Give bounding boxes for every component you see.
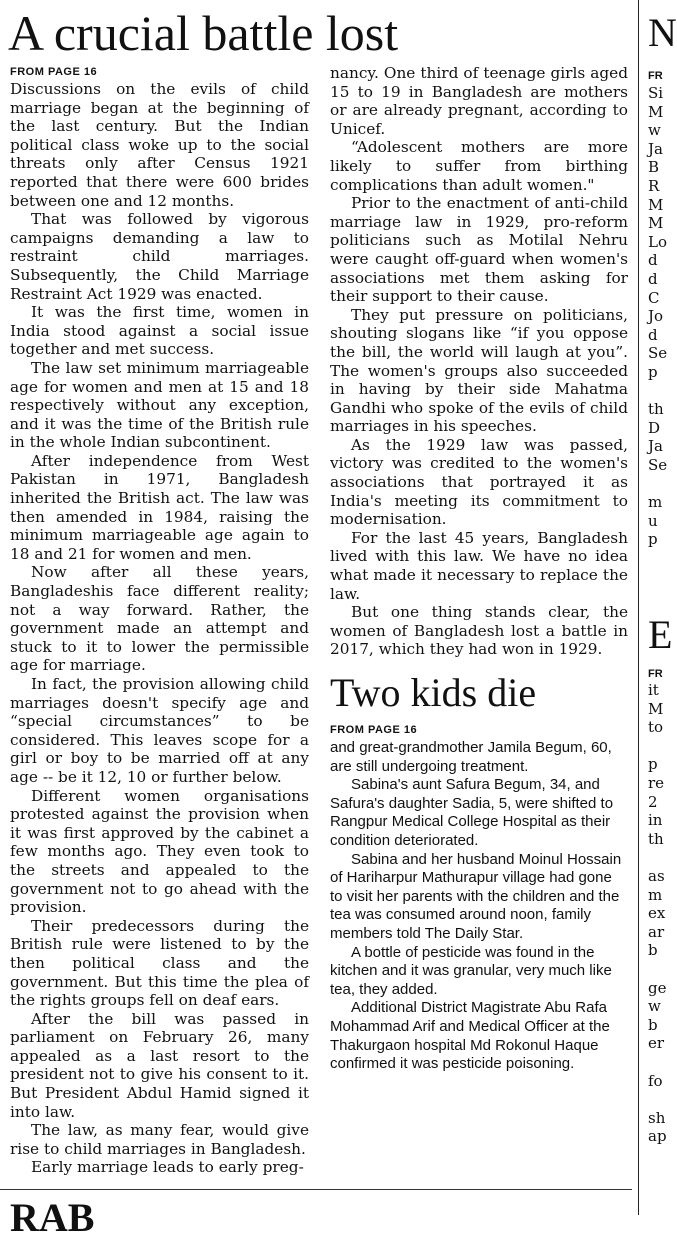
edge-line: w [648, 997, 661, 1016]
edge-line: ex [648, 904, 666, 923]
paragraph: Prior to the enactment of anti-child marriage law in 1929, pro-reform politicians such as Motilal Nehru were caught off-guard when women's associations met them asking for their support to their cause. [330, 194, 628, 306]
paragraph: That was followed by vigorous campaigns demanding a law to restraint child marriages. Subsequently, the Child Marriage Restraint Act 1929 was enacted. [10, 210, 309, 303]
edge-line: p [648, 363, 658, 381]
edge-line: C [648, 288, 660, 307]
paragraph: For the last 45 years, Bangladesh lived with this law. We have no idea what made it necessary to replace the law. [330, 528, 628, 603]
edge-line: Si [648, 84, 664, 102]
edge-line: d [648, 251, 658, 270]
story-column-2 [330, 64, 628, 660]
edge-headline-1: N [648, 10, 677, 55]
edge-line: th [648, 829, 664, 848]
paragraph: The law, as many fear, would give rise to child marriages in Bangladesh. [10, 1121, 309, 1158]
paragraph: Early marriage leads to early preg- [31, 1158, 304, 1177]
edge-line: re [648, 774, 665, 792]
edge-line: m [648, 493, 663, 512]
paragraph: In fact, the provision allowing child marriages doesn't specify age and “special circumstances” to be considered. This leaves scope for a girl or boy to be married off at any age -- be it 12, 10 or further below. [10, 675, 309, 786]
edge-line: d [648, 270, 658, 288]
edge-line: R [648, 177, 660, 195]
paragraph: Sabina's aunt Safura Begum, 34, and Safura's daughter Sadia, 5, were shifted to Rangpur Medical College Hospital as their condition deteriorated. [330, 776, 614, 849]
second-story-body [330, 739, 628, 1074]
edge-line: w [648, 121, 661, 140]
edge-line: ar [648, 922, 665, 941]
edge-line: ge [648, 978, 667, 997]
edge-line: M [648, 699, 664, 718]
paragraph: After independence from West Pakistan in 1971, Bangladesh inherited the British act. The law was then amended in 1984, raising the minimum marriageable age again to 18 and 21 for women and men. [10, 451, 309, 563]
edge-headline-2: E [648, 612, 673, 657]
edge-line: m [648, 885, 663, 904]
edge-line: Lo [648, 232, 667, 251]
paragraph: Additional District Magistrate Abu Rafa Mohammad Arif and Medical Officer at the Thakurgaon hospital Md Rokonul Haque confirmed it was pesticide poisoning. [330, 999, 610, 1073]
edge-kicker-1: FR [648, 70, 663, 82]
edge-line: M [648, 195, 664, 214]
edge-line: ap [648, 1127, 667, 1146]
paragraph: A bottle of pesticide was found in the kitchen and it was granular, very much like tea, they added. [330, 943, 612, 998]
edge-line: sh [648, 1108, 666, 1127]
edge-line: b [648, 941, 658, 960]
edge-kicker-2: FR [648, 668, 663, 680]
paragraph: As the 1929 law was passed, victory was credited to the women's associations that portrayed it as India's meeting its commitment to modernisation. [330, 435, 628, 529]
paragraph: It was the first time, women in India stood against a social issue together and met success. [10, 303, 309, 359]
edge-line: as [648, 867, 665, 885]
second-story-column [330, 739, 628, 1187]
paragraph: Their predecessors during the British rule were listened to by the then political class and the government. But this time the plea of the rights groups fell on deaf ears. [10, 916, 309, 1010]
edge-line: Se [648, 344, 668, 363]
edge-line: p [648, 755, 658, 774]
edge-line: B [648, 158, 660, 177]
second-story-kicker: FROM PAGE 16 [330, 724, 418, 736]
paragraph: Sabina and her husband Moinul Hossain of Hariharpur Mathurapur village had gone to visit her parents with the children and the tea was consumed around noon, family members told The Daily Star. [330, 850, 622, 942]
edge-line: Jo [648, 307, 664, 326]
paragraph: “Adolescent mothers are more likely to suffer from birthing complications than adult women." [330, 138, 628, 194]
edge-line: th [648, 400, 664, 419]
edge-line: in [648, 811, 663, 830]
edge-line: M [648, 214, 664, 233]
story-kicker: FROM PAGE 16 [10, 66, 98, 78]
paragraph: nancy. One third of teenage girls aged 15 to 19 in Bangladesh are mothers or are already pregnant, according to Unicef. [330, 64, 628, 138]
adjacent-column-edge [646, 0, 677, 1215]
story-column-2-body [330, 64, 628, 659]
paragraph: But one thing stands clear, the women of Bangladesh lost a battle in 2017, which they had won in 1929. [330, 603, 628, 659]
edge-line: p [648, 530, 658, 549]
edge-line: fo [648, 1071, 663, 1090]
bottom-headline-fragment: RAB [10, 1195, 95, 1240]
edge-line: it [648, 681, 659, 699]
story-column-1-body [10, 80, 309, 1177]
edge-line: D [648, 418, 661, 437]
second-story-headline: Two kids die [330, 670, 537, 715]
edge-line: b [648, 1015, 658, 1034]
paragraph: Now after all these years, Bangladeshis face different reality; not a way forward. Rather, the government made an attempt and stuck to it to lower the permissible age for marriage. [10, 563, 309, 675]
edge-line: 2 [648, 792, 658, 811]
edge-line: Se [648, 456, 668, 474]
bottom-rule [0, 1189, 632, 1190]
edge-line: u [648, 511, 658, 530]
column-divider [638, 0, 639, 1215]
paragraph: Discussions on the evils of child marriage began at the beginning of the last century. But the Indian political class woke up to the social threats only after Census 1921 reported that there were 600 brides between one and 12 months. [10, 80, 309, 210]
edge-line: er [648, 1034, 665, 1053]
edge-line: M [648, 102, 664, 121]
paragraph: and great-grandmother Jamila Begum, 60, are still undergoing treatment. [330, 739, 612, 775]
paragraph: Different women organisations protested against the provision when it was first approved by the cabinet a few months ago. They even took to the streets and appealed to the government not to go ahead with the provision. [10, 786, 309, 917]
edge-line: to [648, 718, 664, 737]
edge-line: Ja [648, 139, 663, 158]
paragraph: They put pressure on politicians, shouting slogans like “if you oppose the bill, the world will laugh at you”. The women's groups also succeeded in having by their side Mahatma Gandhi who spoke of the evils of child marriages in his speeches. [330, 305, 628, 436]
edge-line: Ja [648, 437, 663, 456]
story-column-1 [10, 64, 309, 1186]
paragraph: After the bill was passed in parliament on February 26, many appealed as a last resort to the president not to give his consent to it. But President Abdul Hamid signed it into law. [10, 1009, 309, 1121]
edge-line: d [648, 325, 658, 344]
paragraph: The law set minimum marriageable age for women and men at 15 and 18 respectively without any exception, and it was the time of the British rule in the whole Indian subcontinent. [10, 358, 309, 452]
story-headline: A crucial battle lost [8, 5, 399, 61]
